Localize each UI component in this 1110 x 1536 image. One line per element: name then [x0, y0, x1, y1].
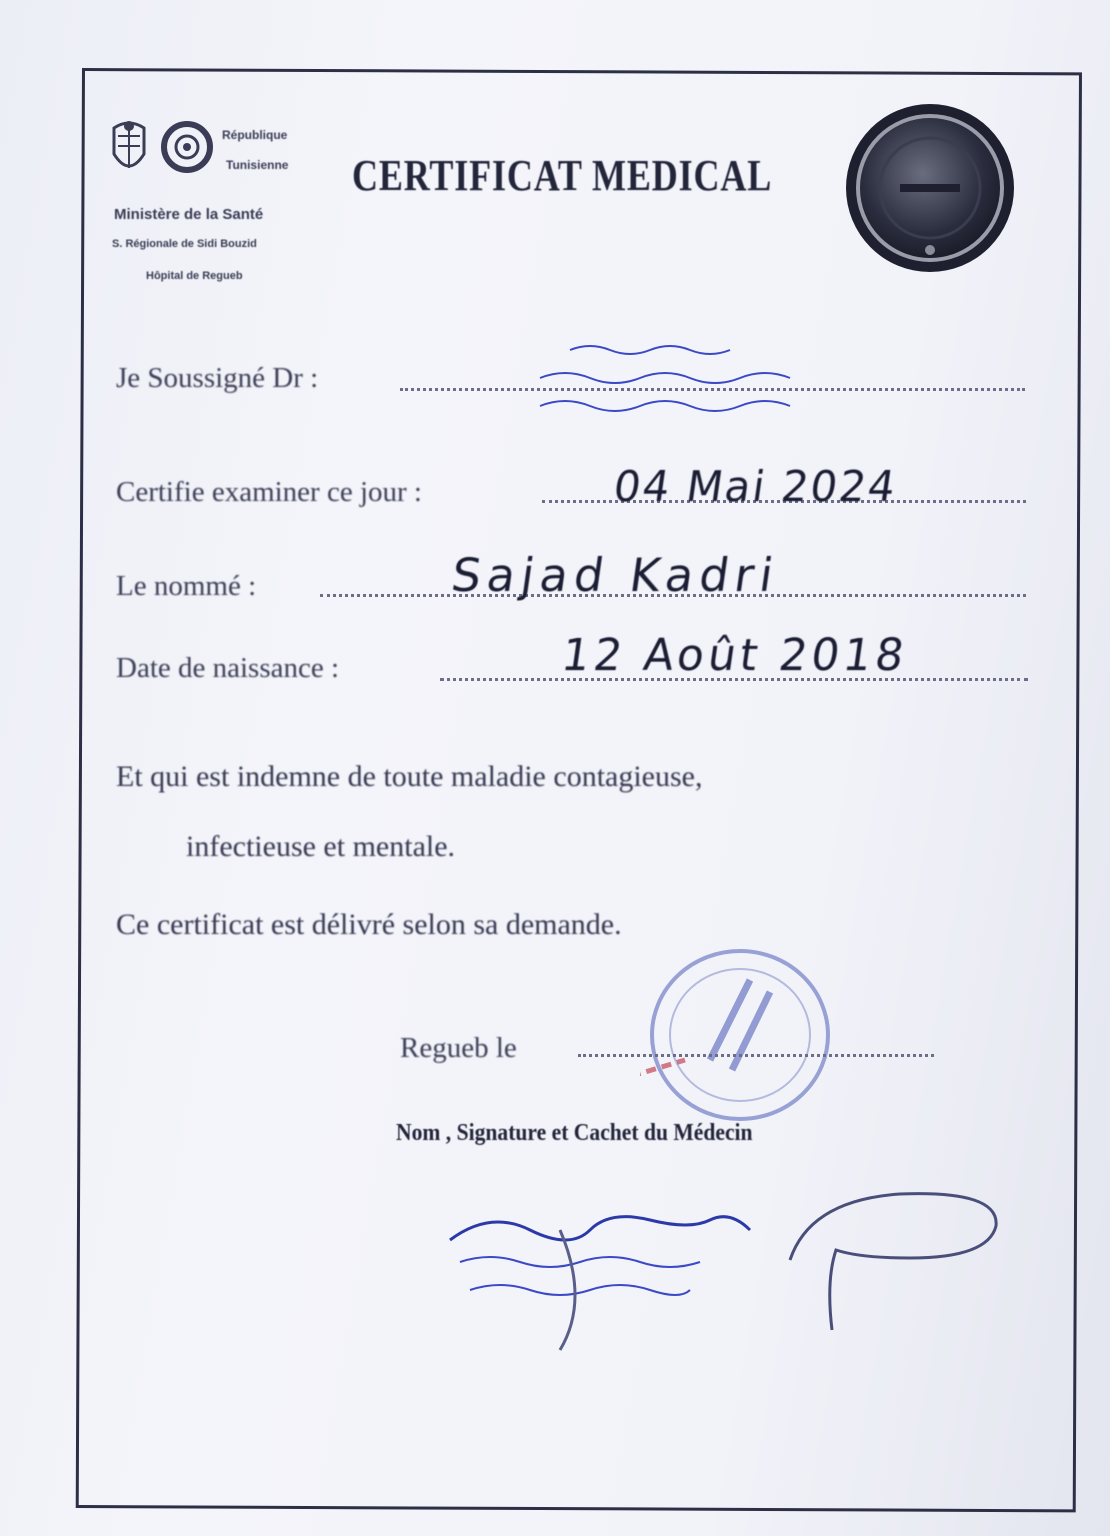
doctor-stamp-icon — [530, 330, 800, 426]
declaration-line-3: Ce certificat est délivré selon sa demande. — [116, 908, 622, 941]
republic-line-2: Tunisienne — [226, 158, 289, 172]
header-block — [100, 110, 330, 300]
name-label — [116, 570, 256, 603]
page-title: CERTIFICAT MEDICAL — [352, 151, 773, 200]
seal-icon — [842, 100, 1018, 276]
place-label — [400, 1032, 517, 1065]
birth-date-value: 12 Août 2018 — [558, 630, 911, 681]
exam-label — [116, 476, 422, 509]
republic-line-1: République — [222, 128, 288, 142]
place-date-line — [578, 1054, 934, 1057]
exam-date-value: 04 Mai 2024 — [610, 462, 901, 511]
hospital-name: Hôpital de Regueb — [146, 270, 243, 282]
round-stamp-icon — [640, 940, 840, 1130]
signature-icon — [440, 1180, 1020, 1360]
declaration-line-1: Et qui est indemne de toute maladie contagieuse, — [116, 760, 703, 793]
doctor-label — [116, 362, 318, 395]
coat-of-arms-icon — [106, 118, 152, 180]
place-label-text: Regueb le — [400, 1032, 517, 1064]
declaration-line-2: infectieuse et mentale. — [186, 830, 456, 863]
name-label-text: Le nommé : — [116, 570, 257, 602]
exam-label-text: Certifie examiner ce jour : — [116, 476, 422, 508]
birth-label — [116, 652, 339, 685]
ministry-logo-icon — [160, 120, 214, 174]
birth-label-text: Date de naissance : — [116, 652, 340, 684]
ministry-name: Ministère de la Santé — [114, 206, 264, 223]
region-name: S. Régionale de Sidi Bouzid — [112, 238, 257, 250]
doctor-label-text: Je Soussigné Dr : — [116, 362, 319, 394]
patient-name-value: Sajad Kadri — [448, 548, 783, 602]
signature-label: Nom , Signature et Cachet du Médecin — [396, 1120, 753, 1146]
